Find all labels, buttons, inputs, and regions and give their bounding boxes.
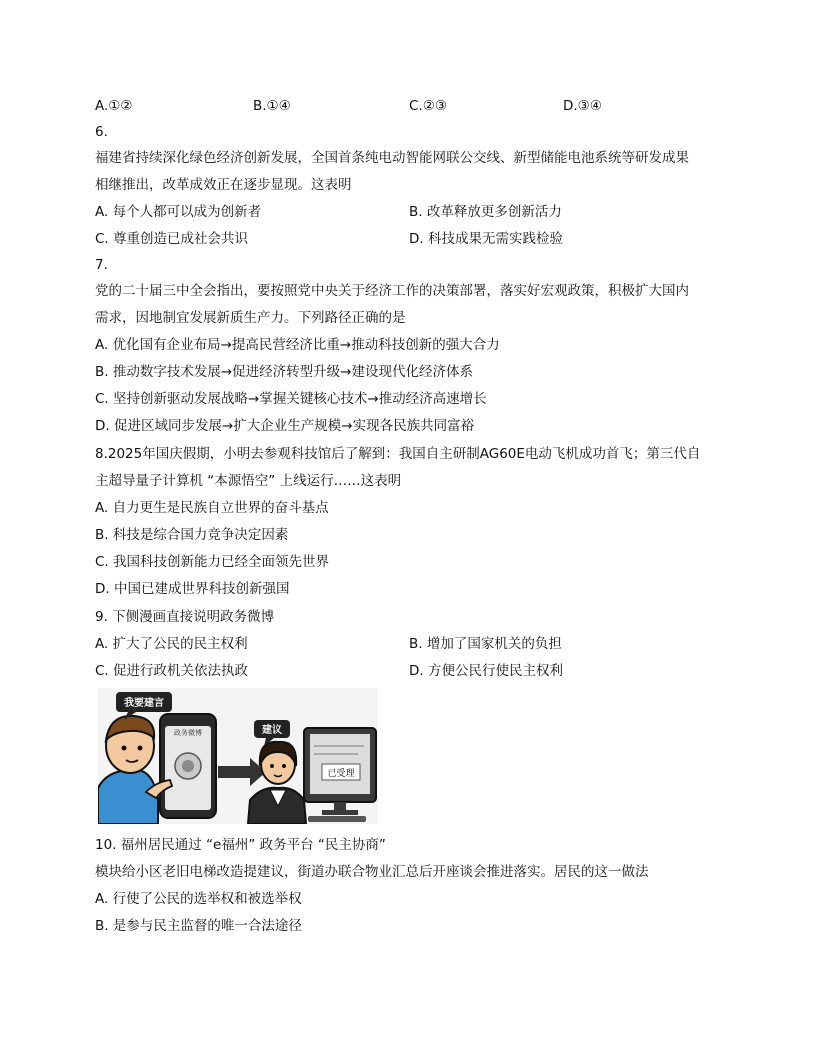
q10-option-a: A. 行使了公民的选举权和被选举权 bbox=[95, 891, 302, 907]
q9-stem: 9. 下侧漫画直接说明政务微博 bbox=[95, 609, 275, 625]
q8-option-d: D. 中国已建成世界科技创新强国 bbox=[95, 581, 290, 597]
computer-monitor bbox=[304, 728, 376, 822]
q6-stem-line-2: 相继推出，改革成效正在逐步显现。这表明 bbox=[95, 177, 352, 193]
q6-option-a: A. 每个人都可以成为创新者 bbox=[95, 204, 262, 220]
bubble-right-text: 建议 bbox=[262, 725, 282, 736]
q5-option-c: C.②③ bbox=[409, 98, 447, 114]
phone bbox=[160, 714, 216, 818]
q10-stem-line-2: 模块给小区老旧电梯改造提建议，街道办联合物业汇总后开座谈会推进落实。居民的这一做法 bbox=[95, 864, 649, 880]
q6-option-d: D. 科技成果无需实践检验 bbox=[409, 231, 563, 247]
q8-option-b: B. 科技是综合国力竞争决定因素 bbox=[95, 527, 289, 543]
q6-number: 6. bbox=[95, 124, 108, 140]
q7-option-c: C. 坚持创新驱动发展战略→掌握关键核心技术→推动经济高速增长 bbox=[95, 391, 487, 407]
q9-option-b: B. 增加了国家机关的负担 bbox=[409, 636, 562, 652]
q9-option-c: C. 促进行政机关依法执政 bbox=[95, 663, 249, 679]
comic-drawing bbox=[98, 688, 378, 824]
q7-option-b: B. 推动数字技术发展→促进经济转型升级→建设现代化经济体系 bbox=[95, 364, 473, 380]
official-figure bbox=[248, 742, 306, 824]
q10-option-b: B. 是参与民主监督的唯一合法途径 bbox=[95, 918, 302, 934]
bubble-left-text: 我要建言 bbox=[124, 698, 164, 709]
q6-option-c: C. 尊重创造已成社会共识 bbox=[95, 231, 249, 247]
q8-stem-line-1: 8.2025年国庆假期，小明去参观科技馆后了解到：我国自主研制AG60E电动飞机成功首飞；第三代自 bbox=[95, 446, 701, 462]
q8-option-a: A. 自力更生是民族自立世界的奋斗基点 bbox=[95, 500, 329, 516]
q7-option-a: A. 优化国有企业布局→提高民营经济比重→推动科技创新的强大合力 bbox=[95, 337, 500, 353]
q7-stem-line-1: 党的二十届三中全会指出，要按照党中央关于经济工作的决策部署，落实好宏观政策，积极扩大国内 bbox=[95, 283, 689, 299]
q7-stem-line-2: 需求，因地制宜发展新质生产力。下列路径正确的是 bbox=[95, 310, 406, 326]
q5-option-b: B.①④ bbox=[253, 98, 291, 114]
q7-option-d: D. 促进区域同步发展→扩大企业生产规模→实现各民族共同富裕 bbox=[95, 418, 475, 434]
citizen-figure bbox=[98, 716, 158, 824]
arrow-icon bbox=[218, 758, 266, 786]
q8-stem-line-2: 主超导量子计算机 “本源悟空” 上线运行……这表明 bbox=[95, 473, 402, 489]
q9-option-a: A. 扩大了公民的民主权利 bbox=[95, 636, 248, 652]
q5-option-d: D.③④ bbox=[563, 98, 602, 114]
q7-number: 7. bbox=[95, 257, 108, 273]
q6-option-b: B. 改革释放更多创新活力 bbox=[409, 204, 562, 220]
screen-label: 已受理 bbox=[327, 769, 355, 779]
q6-stem-line-1: 福建省持续深化绿色经济创新发展，全国首条纯电动智能网联公交线、新型储能电池系统等研发成果 bbox=[95, 150, 689, 166]
q10-stem-line-1: 10. 福州居民通过 “e福州” 政务平台 “民主协商” bbox=[95, 837, 386, 853]
q9-comic-illustration bbox=[98, 688, 378, 824]
q9-option-d: D. 方便公民行使民主权利 bbox=[409, 663, 563, 679]
q5-option-a: A.①② bbox=[95, 98, 133, 114]
q8-option-c: C. 我国科技创新能力已经全面领先世界 bbox=[95, 554, 330, 570]
phone-label: 政务微博 bbox=[174, 729, 202, 737]
